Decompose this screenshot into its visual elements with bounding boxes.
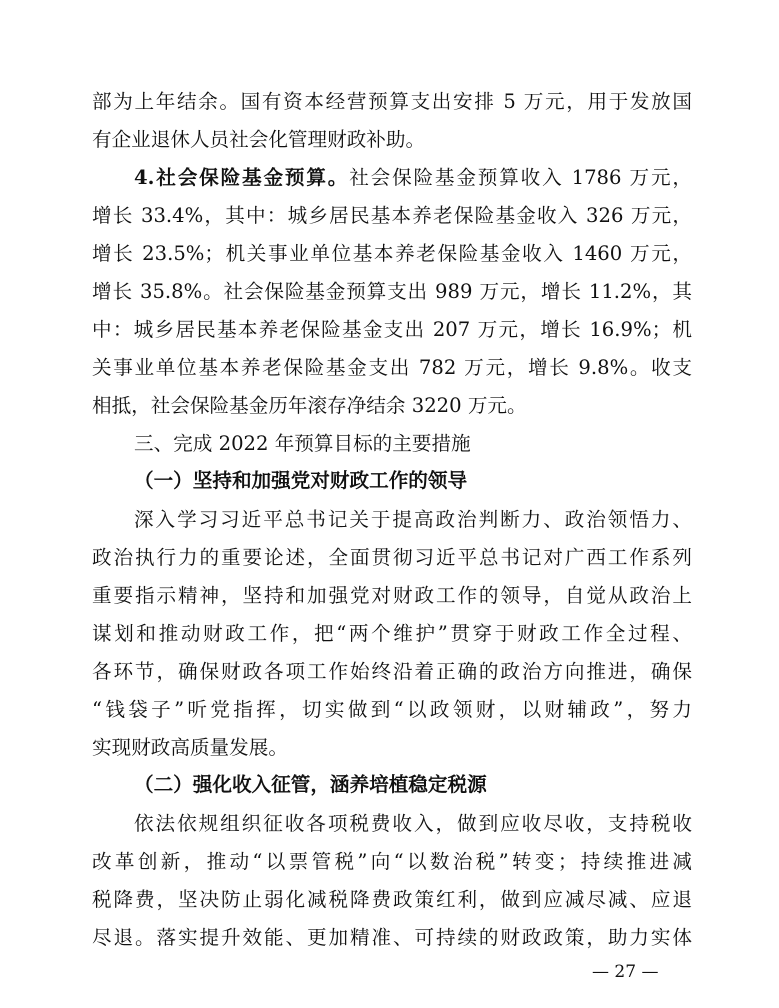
- text-span: 社会保险基金预算收入 1786 万元，: [349, 166, 692, 189]
- text-line: 增长 33.4%，其中：城乡居民基本养老保险基金收入 326 万元，: [92, 204, 692, 227]
- text-line: 深入学习习近平总书记关于提高政治判断力、政治领悟力、: [134, 508, 692, 531]
- page-number: — 27 —: [592, 962, 659, 982]
- text-line: 部为上年结余。国有资本经营预算支出安排 5 万元，用于发放国: [92, 90, 692, 113]
- text-line: 重要指示精神，坚持和加强党对财政工作的领导，自觉从政治上: [92, 584, 692, 607]
- section-label: 4.社会保险基金预算。: [134, 166, 350, 189]
- section-heading: 三、完成 2022 年预算目标的主要措施: [134, 432, 471, 455]
- text-line: 各环节，确保财政各项工作始终沿着正确的政治方向推进，确保: [92, 660, 692, 683]
- text-line: 增长 35.8%。社会保险基金预算支出 989 万元，增长 11.2%，其: [92, 280, 692, 303]
- subsection-heading: （一）坚持和加强党对财政工作的领导: [134, 469, 468, 492]
- text-line: 有企业退休人员社会化管理财政补助。: [92, 128, 426, 151]
- text-line: 关事业单位基本养老保险基金支出 782 万元，增长 9.8%。收支: [92, 356, 692, 379]
- text-line: 依法依规组织征收各项税费收入，做到应收尽收，支持税收: [134, 812, 692, 835]
- text-line: 相抵，社会保险基金历年滚存净结余 3220 万元。: [92, 394, 527, 417]
- text-line: “钱袋子”听党指挥，切实做到“以政领财，以财辅政”，努力: [92, 698, 692, 721]
- text-line: 增长 23.5%；机关事业单位基本养老保险基金收入 1460 万元，: [92, 242, 692, 265]
- text-line: 尽退。落实提升效能、更加精准、可持续的财政政策，助力实体: [92, 926, 692, 949]
- text-line: 谋划和推动财政工作，把“两个维护”贯穿于财政工作全过程、: [92, 622, 692, 645]
- text-line: 中：城乡居民基本养老保险基金支出 207 万元，增长 16.9%；机: [92, 318, 692, 341]
- text-line: 税降费，坚决防止弱化减税降费政策红利，做到应减尽减、应退: [92, 888, 692, 911]
- text-line: 实现财政高质量发展。: [92, 736, 288, 759]
- subsection-heading: （二）强化收入征管，涵养培植稳定税源: [134, 773, 487, 796]
- text-line-with-label: [134, 159, 692, 197]
- text-line: 政治执行力的重要论述，全面贯彻习近平总书记对广西工作系列: [92, 546, 692, 569]
- text-line: 改革创新，推动“以票管税”向“以数治税”转变；持续推进减: [92, 850, 692, 873]
